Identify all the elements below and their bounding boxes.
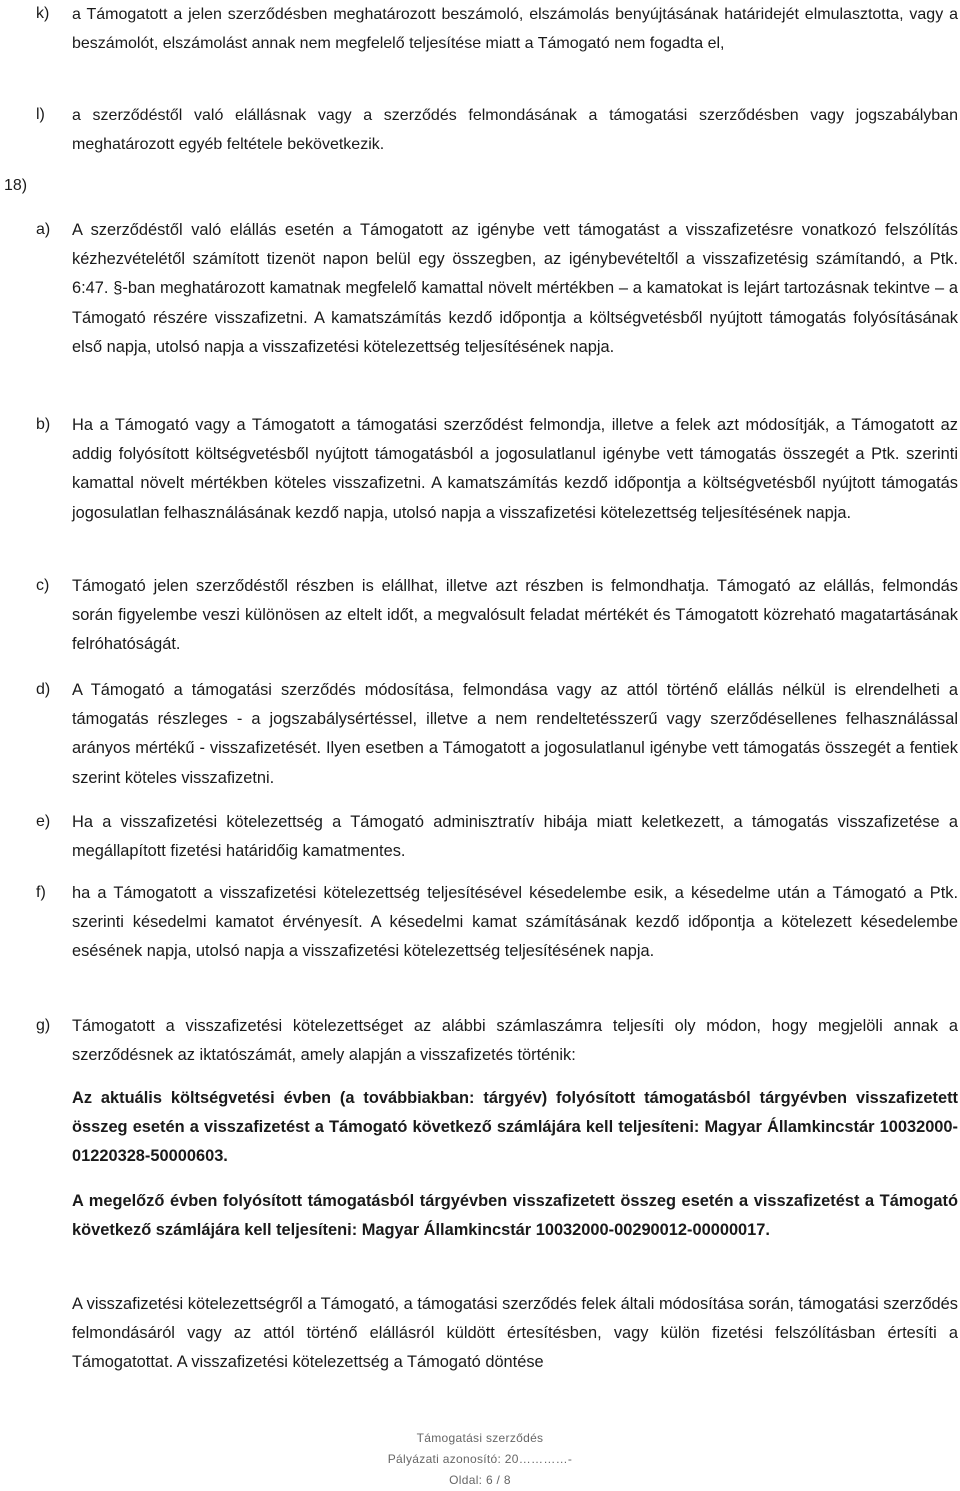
list-item-text: Támogató jelen szerződéstől részben is elállhat, illetve azt részben is felmondhatja. Támogató az elállás, felmondás során figyelembe veszi különösen az eltelt időt, a megvalósult feladat mértékét és Támogatott közreható magatartásának felróhatóságát.: [72, 577, 958, 654]
list-marker: l): [36, 106, 45, 123]
bank-account-paragraph-previous-year: A megelőző évben folyósított támogatásból tárgyévben visszafizetett összeg esetén a visszafizetést a Támogató következő számlájára kell teljesíteni: Magyar Államkincstár 10032000-00290012-00000017.: [72, 1192, 958, 1240]
list-marker: k): [36, 5, 50, 22]
section-number: 18): [4, 177, 28, 194]
list-marker: e): [36, 813, 51, 830]
list-marker: c): [36, 577, 50, 594]
list-marker: d): [36, 681, 51, 698]
list-item-text: Ha a visszafizetési kötelezettség a Támogató adminisztratív hibája miatt keletkezett, a támogatás visszafizetése a megállapított fizetési határidőig kamatmentes.: [72, 813, 958, 861]
list-marker: a): [36, 221, 51, 238]
list-marker: f): [36, 884, 46, 901]
list-item-text: a szerződéstől való elállásnak vagy a szerződés felmondásának a támogatási szerződésben vagy jogszabályban meghatározott egyéb feltétele bekövetkezik.: [72, 107, 958, 153]
list-item-text: A Támogató a támogatási szerződés módosítása, felmondása vagy az attól történő elállás nélkül is elrendelheti a támogatás részleges - a jogszabálysértéssel, illetve a nem rendeltetésszerű vagy szerződésellenes felhasználással arányos mértékű - visszafizetését. Ilyen esetben a Támogatott a jogosulatlanul igénybe vett támogatás összegét a fentiek szerint köteles visszafizetni.: [72, 681, 958, 787]
footer-application-id: Pályázati azonosító: 20…………-: [387, 1452, 573, 1466]
list-item-text: a Támogatott a jelen szerződésben meghatározott beszámoló, elszámolás benyújtásának határidejét elmulasztotta, vagy a beszámolót, elszámolást annak nem megfelelő teljesítése miatt a Támogató nem fogadta el,: [72, 6, 958, 52]
footer-title: Támogatási szerződés: [416, 1431, 544, 1445]
list-item-text: A szerződéstől való elállás esetén a Támogatott az igénybe vett támogatást a visszafizetésre vonatkozó felszólítás kézhezvételétől számított tizenöt napon belül egy összegben, az igénybevételtől a visszafizetésig számítandó, a Ptk. 6:47. §-ban meghatározott kamatnak megfelelő kamattal növelt mértékben – a kamatokat is lejárt tartozásnak tekintve – a Támogató részére visszafizetni. A kamatszámítás kezdő időpontja a költségvetésből nyújtott támogatás folyósításának első napja, utolsó napja a visszafizetési kötelezettség teljesítésének napja.: [72, 221, 958, 356]
list-item-text: Ha a Támogató vagy a Támogatott a támogatási szerződést felmondja, illetve a felek azt módosítják, a Támogatott az addig folyósított költségvetésből nyújtott támogatásból a jogosulatlanul igénybe vett támogatás összegét a Ptk. szerinti kamattal növelt mértékben köteles visszafizetni. A kamatszámítás kezdő időpontja a költségvetésből nyújtott támogatás jogosulatlan felhasználásának kezdő napja, utolsó napja a visszafizetési kötelezettség teljesítésének napja.: [72, 416, 958, 522]
list-marker: g): [36, 1017, 51, 1034]
closing-paragraph: A visszafizetési kötelezettségről a Támogató, a támogatási szerződés felek általi módosítása során, támogatási szerződés felmondásáról vagy az attól történő elállásról küldött értesítésben, vagy külön fizetési felszólításban értesíti a Támogatottat. A visszafizetési kötelezettség a Támogató döntése: [72, 1295, 958, 1372]
footer-page-number: Oldal: 6 / 8: [449, 1473, 511, 1487]
list-item-text: Támogatott a visszafizetési kötelezettséget az alábbi számlaszámra teljesíti oly módon, hogy megjelöli annak a szerződésnek az iktatószámát, amely alapján a visszafizetés történik:: [72, 1017, 958, 1065]
bank-account-paragraph-current-year: Az aktuális költségvetési évben (a továbbiakban: tárgyév) folyósított támogatásból tárgyévben visszafizetett összeg esetén a visszafizetést a Támogató következő számlájára kell teljesíteni: Magyar Államkincstár 10032000-01220328-50000603.: [72, 1089, 958, 1166]
list-marker: b): [36, 416, 51, 433]
list-item-text: ha a Támogatott a visszafizetési kötelezettség teljesítésével késedelembe esik, a késedelme után a Támogató a Ptk. szerinti késedelmi kamatot érvényesít. A késedelmi kamat számításának kezdő időpontja a kötelezett késedelembe esésének napja, utolsó napja a visszafizetési kötelezettség teljesítésének napja.: [72, 884, 958, 961]
